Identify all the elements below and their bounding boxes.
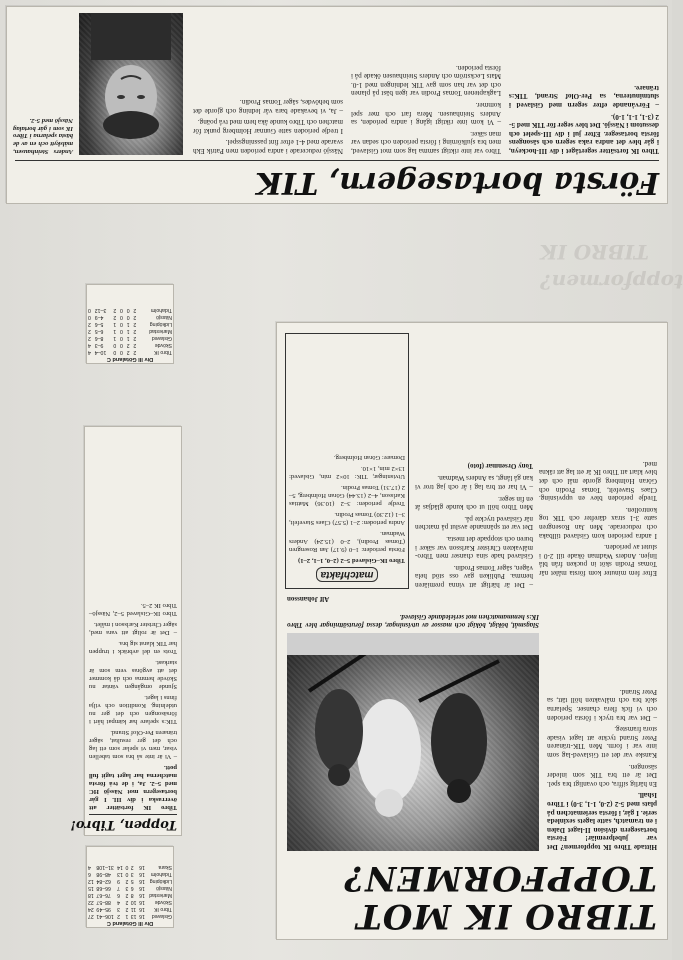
stat-cell: 31–108 xyxy=(96,864,114,870)
main-lead: Hittade Tibro IK toppformen? Det var jubelpremiär! Första bortasegern division II-laget Dalen i en tramatch, satte lagets sexinleda serie. I går, i första seriematchen på plats med 5-2 (2-0, 1-1, 3-0) i Tibro Ishall. xyxy=(547,791,657,851)
main-col-1 xyxy=(547,581,657,851)
stat-cell: 2 xyxy=(117,913,121,919)
stat-cell: 1 xyxy=(125,913,129,919)
portrait-photo xyxy=(79,13,183,155)
table-row xyxy=(87,884,173,891)
main-body-5: I andra perioden kom Gislaved tillbaka och reducerade. Men Jan Rosengren satte 3-1 strax därefter och TIK tog kontrollen. xyxy=(539,505,657,540)
stat-cell: 6 xyxy=(88,871,91,877)
top-col-3 xyxy=(193,13,343,155)
stat-cell: 4 xyxy=(88,864,91,870)
body-paragraph-5: Nässjö reducerade i andra perioden men Patrik Ekh svarade med 4-1 efter fint passningsspel. xyxy=(193,138,343,155)
team-name-cell: Skara xyxy=(158,864,172,870)
hockey-players-icon xyxy=(287,633,539,851)
stat-cell: 0 xyxy=(88,307,91,313)
matchfakta-referee: Domare: Göran Holmberg. xyxy=(333,454,405,461)
stat-cell: 1 xyxy=(126,321,130,327)
stat-cell: 0 xyxy=(125,871,129,877)
stat-cell: 16 xyxy=(139,913,145,919)
stat-cell: 9 xyxy=(117,878,121,884)
standings-caption-bottom: Div III Götaland C xyxy=(106,920,154,926)
stat-cell: 2 xyxy=(125,892,129,898)
headline-forsta-bortasegern: Första bortasegern, TIK xyxy=(255,165,659,200)
stat-cell: 48–98 xyxy=(96,871,111,877)
clipping-toppen-tibro xyxy=(70,426,182,836)
clipping-table-bottom xyxy=(86,846,174,928)
stat-cell: 95–49 xyxy=(96,906,111,912)
sidebar-body-2: – Vi är inte så bra som tabellen visar, men vi spelar som ett lag och det ger resultat, säger tränaren Per-Olof Strand. xyxy=(89,729,177,760)
standings-table-top xyxy=(87,306,173,363)
team-name-cell: Skövde xyxy=(154,899,172,905)
matchfakta-period-1: Första perioden: 1–0 (9.17) Jan Rosengren (Tomas Prodin), 2–0 (15.24) Anders Wadman. xyxy=(289,530,405,553)
stat-cell: 1 xyxy=(126,335,130,341)
stat-cell: 2 xyxy=(133,328,137,334)
table-row xyxy=(87,877,173,884)
main-col-2 xyxy=(539,333,657,577)
stat-cell: 1 xyxy=(113,328,117,334)
body-paragraph-7: – Ja, vi bevakade bara vår ledning och gjorde det som behövdes, säger Tomas Prodin. xyxy=(193,98,343,115)
table-row xyxy=(87,905,173,912)
stat-cell: 24 xyxy=(88,906,94,912)
stat-cell: 2 xyxy=(126,342,130,348)
sidebar-body-7: Tibro IK–Gislaved 5–2, Nässjö–Tibro IK 2–5. xyxy=(89,602,177,617)
main-body-7: – Det är härligt att vinna premiären hemma. Publiken gav oss stöd hela vägen, säger Tomas Prodin. xyxy=(415,563,533,589)
stat-cell: 0 xyxy=(113,342,117,348)
stat-cell: 0 xyxy=(88,314,91,320)
clipping-tibro-ik-mot-toppformen xyxy=(276,322,668,940)
team-name-cell: Tibro IK xyxy=(154,349,172,355)
stat-cell: 2 xyxy=(88,321,91,327)
stat-cell: 16 xyxy=(139,878,145,884)
headline-line-2: TOPPFORMEN? xyxy=(343,858,657,898)
sidebar-body-5: Trots en del avbräck i truppen har TIK klarat sig bra. xyxy=(89,640,177,655)
top-col-1 xyxy=(509,13,659,155)
stat-cell: 2 xyxy=(125,899,129,905)
main-body-4: Efter fem minuter kom första målet när Tomas Prodin sköt in pucken från blå linjen. Anders Wadman ökade till 2-0 i slutet av perioden. xyxy=(539,543,657,577)
stat-cell: 6–5 xyxy=(94,328,104,334)
main-body-6: Tredje perioden blev en uppvisning. Claes Stavefelt, Tomas Prodin och Göran Holmberg gjorde mål och det blev klart att Tibro IK är ett lag att räkna med. xyxy=(539,459,657,503)
table-row xyxy=(87,320,173,327)
lead-paragraph: Tibro IK fortsätter segertåget i div III-hockeyn, i går blev det andra raka segern och säsongens första bortaseger. Efter jul i div III-spelet och dessutom i Nässjö. Det blev seger för TIK med 5-2 (3-1, 1-1, 1-0). xyxy=(509,112,659,155)
stat-cell: 6 xyxy=(130,885,134,891)
hockey-action-photo xyxy=(287,633,539,851)
main-side-3: – Vi har ett bra lag i år och jag tror vi kan gå långt, sa Anders Wadman. xyxy=(415,474,533,492)
body-paragraph-2: Tibro var inte riktigt samma lag som mot Gislaved, men bra sjulkörning i första perioden och sedan var man säker. xyxy=(351,129,501,155)
headline-line-1: TIBRO IK MOT xyxy=(355,896,657,936)
team-name-cell: Gislaved xyxy=(151,913,172,919)
stat-cell: 2 xyxy=(125,878,129,884)
table-row xyxy=(87,327,173,334)
stat-cell: 10–4 xyxy=(94,349,107,355)
second-photo-byline: Tony Orsenmar (foto) xyxy=(467,461,533,470)
stat-cell: 106–41 xyxy=(96,913,114,919)
stat-cell: 16 xyxy=(139,899,145,905)
stat-cell: 0 xyxy=(126,314,130,320)
matchfakta-penalties: Utvisningar, TIK: 10×2 min, Gislaved: 13×2 min, 1×10. xyxy=(289,465,405,480)
stat-cell: 2 xyxy=(113,314,117,320)
standings-caption-top: Div III Götaland C xyxy=(106,356,154,362)
stat-cell: 8–6 xyxy=(94,335,104,341)
stat-cell: 13 xyxy=(130,913,137,919)
ghost-line-2: toppformen? xyxy=(540,270,683,294)
stat-cell: 2 xyxy=(133,349,137,355)
team-name-cell: Skövde xyxy=(154,342,172,348)
team-name-cell: Mariestad xyxy=(149,892,172,898)
stat-cell: 0 xyxy=(120,307,123,313)
stat-cell: 2 xyxy=(133,314,137,320)
stat-cell: 2 xyxy=(133,335,137,341)
table-row xyxy=(87,898,173,905)
stat-cell: 2 xyxy=(113,307,117,313)
stat-cell: 2 xyxy=(133,307,137,313)
stat-cell: 0 xyxy=(125,864,129,870)
stat-cell: 13 xyxy=(117,871,123,877)
stat-cell: 16 xyxy=(139,885,145,891)
stat-cell: 0 xyxy=(120,342,123,348)
sidebar-body-1: Tibro IK fortsätter att överraska i div III. I går bortasegern mot Nässjö HC med 5–2. Ja, i de två första matcherna har laget tagit full pott. xyxy=(89,764,177,811)
body-paragraph-3: – Vi kom inte riktigt igång i andra perioden, sa Anders Steinhausen. Mera fart och mer spel kommer. xyxy=(351,101,501,127)
stat-cell: 2 xyxy=(88,328,91,334)
stat-cell: 3 xyxy=(130,871,134,877)
stat-cell: 1 xyxy=(126,328,130,334)
stat-cell: 14 xyxy=(117,864,123,870)
hockey-photo-caption: Slagsmål, bökigt, bökigt och massor av utvisningar, dessa förutsättningar blev Tibro IK:s hemmamatchen mot serieledande Gislaved. xyxy=(287,613,539,629)
team-name-cell: Mariestad xyxy=(149,328,172,334)
stat-cell: 88–57 xyxy=(96,899,111,905)
sidebar-body-6: – Det är roligt att vara med, säger Christer Karlsson i målet. xyxy=(89,621,177,636)
team-name-cell: Tidaholm xyxy=(150,871,172,877)
stat-cell: 0 xyxy=(120,335,123,341)
table-row xyxy=(87,313,173,320)
stat-cell: 0 xyxy=(120,314,123,320)
stat-cell: 22 xyxy=(88,899,94,905)
stat-cell: 4 xyxy=(88,349,91,355)
hockey-photo-byline: Alf Johansson xyxy=(287,595,330,603)
portrait-caption: Anders Steinhausen, målskytt och en av de bästa spelarna i Tibro IK som i går bortalag Nässjö med 5-2. xyxy=(13,116,73,155)
stat-cell: 4 xyxy=(88,342,91,348)
ghost-line-1: TIBRO IK xyxy=(540,240,649,264)
top-col-2 xyxy=(351,13,501,155)
stat-cell: 1 xyxy=(113,335,117,341)
matchfakta-period-2: Andra perioden: 2–1 (5.57) Claes Stavefelt, 3–1 (12.30) Tomas Prodin. xyxy=(289,511,405,526)
stat-cell: 0 xyxy=(120,349,123,355)
stat-cell: 3 xyxy=(125,885,129,891)
stat-cell: 0 xyxy=(126,307,130,313)
stat-cell: 0 xyxy=(120,328,123,334)
stat-cell: 2 xyxy=(133,321,137,327)
table-row xyxy=(87,870,173,877)
body-paragraph-4: Lagkaptenen Tomas Prodin var igen bäst på planen och det var han som gav TIK ledningen med 1-0. Mats Leckström och Anders Steinhausen ökade på i första perioden. xyxy=(351,63,501,98)
main-body-2: Kanske var det ett Gislaved-lag som inte var i form. Men TIK-tränaren Peter Strand tyckte att laget visade stora framsteg. xyxy=(547,725,657,760)
table-row xyxy=(87,863,173,870)
stat-cell: 9–3 xyxy=(94,342,104,348)
table-row xyxy=(87,334,173,341)
main-col-3 xyxy=(415,333,533,589)
matchfakta-title: matchfakta xyxy=(316,567,379,582)
stat-cell: 2 xyxy=(130,864,134,870)
stat-cell: 2 xyxy=(125,906,129,912)
clipping-table-top xyxy=(86,284,174,364)
clipping-forsta-bortasegern xyxy=(6,6,668,204)
team-name-cell: Gislaved xyxy=(151,335,172,341)
team-name-cell: Lidköping xyxy=(149,321,172,327)
table-row xyxy=(87,912,173,919)
stat-cell: 27 xyxy=(88,913,94,919)
table-row xyxy=(87,306,173,313)
stat-cell: 5–6 xyxy=(94,321,104,327)
main-body-8: Gislaved hade sina chanser men Tibro-målvakten Christer Karlsson var säker i buren och stoppade det mesta. xyxy=(415,535,533,561)
standings-table-bottom xyxy=(87,863,173,927)
matchfakta-period-3: Tredje perioden: 3–2 (10.36) Mattias Karlsson, 4–2 (13.44) Göran Holmberg, 5–2 (17.31) Tomas Prodin. xyxy=(289,484,405,507)
stat-cell: 12 xyxy=(88,878,94,884)
main-body-1: En härlig siffra, och ovanligt bra spel. Det är ett bra TIK som inleder säsongen. xyxy=(547,762,657,788)
team-name-cell: Tidaholm xyxy=(150,307,172,313)
stat-cell: 15 xyxy=(88,885,94,891)
stat-cell: 1 xyxy=(113,321,117,327)
headline-rule xyxy=(15,160,659,161)
stat-cell: 0 xyxy=(113,349,117,355)
headline-toppen-tibro: Toppen, Tibro! xyxy=(70,817,177,832)
stat-cell: 3–12 xyxy=(94,307,107,313)
stat-cell: 16 xyxy=(139,906,145,912)
bleed-through-text xyxy=(540,240,649,264)
stat-cell: 2 xyxy=(133,342,137,348)
bleed-through-text-2 xyxy=(540,270,683,294)
sidebar-rule xyxy=(89,814,177,815)
stat-cell: 2 xyxy=(88,335,91,341)
stat-cell: 8 xyxy=(130,892,134,898)
table-row xyxy=(87,348,173,355)
team-name-cell: Nässjö xyxy=(156,314,172,320)
stat-cell: 18 xyxy=(88,892,94,898)
team-name-cell: Tibro IK xyxy=(154,906,172,912)
sidebar-body-3: TIK:s spelare har kämpat hårt i försäsongen och det ger nu utdelning. Kondition och vilja finns i laget. xyxy=(89,694,177,725)
stat-cell: 16 xyxy=(139,871,145,877)
stat-cell: 66–68 xyxy=(96,885,111,891)
stat-cell: 5 xyxy=(130,878,134,884)
portrait-silhouette-icon xyxy=(79,13,183,155)
stat-cell: 3 xyxy=(117,906,121,912)
sidebar-body-4: Sjunde omgången väntar nu Skövde hemma och då kommer det att avgöras vem som är starkast. xyxy=(89,659,177,690)
stat-cell: 11 xyxy=(130,906,137,912)
stat-cell: 6 xyxy=(117,892,121,898)
stat-cell: 0 xyxy=(120,321,123,327)
team-name-cell: Nässjö xyxy=(156,885,172,891)
body-paragraph-1: – Förvånande efter segern med Gislaved i slutminuterna, sa Per-Olof Strand, TIK:s tränare. xyxy=(509,83,659,110)
team-name-cell: Lidköping xyxy=(149,878,172,884)
stat-cell: 2 xyxy=(126,349,130,355)
body-paragraph-6: I tredje perioden satte Gunnar Holmberg punkt för matchen och Tibro kunde åka hem med två poäng. xyxy=(193,118,343,135)
stat-cell: 62–84 xyxy=(96,878,111,884)
stat-cell: 4 xyxy=(117,899,121,905)
main-side-2: Men Tibro höll ut och kunde glädjas åt en fin seger. xyxy=(415,494,533,512)
matchfakta-result: Tibro IK–Gislaved 5–2 (2–0, 1–1, 2–1) xyxy=(298,557,405,564)
stat-cell: 16 xyxy=(139,864,145,870)
table-row xyxy=(87,341,173,348)
table-row xyxy=(87,891,173,898)
stat-cell: 7 xyxy=(117,885,121,891)
matchfakta-box xyxy=(285,333,409,589)
stat-cell: 76–67 xyxy=(96,892,111,898)
main-side-1: Det var ett spännande avslut på matchen när Gislaved tryckte på. xyxy=(415,514,533,532)
main-body-3: – Det var bra tryck i första perioden och vi fick flera chanser. Spelarna sköt bra och målvakten höll tätt, sa Peter Strand. xyxy=(547,687,657,722)
stat-cell: 16 xyxy=(139,892,145,898)
stat-cell: 10 xyxy=(130,899,137,905)
stat-cell: 4–9 xyxy=(94,314,104,320)
